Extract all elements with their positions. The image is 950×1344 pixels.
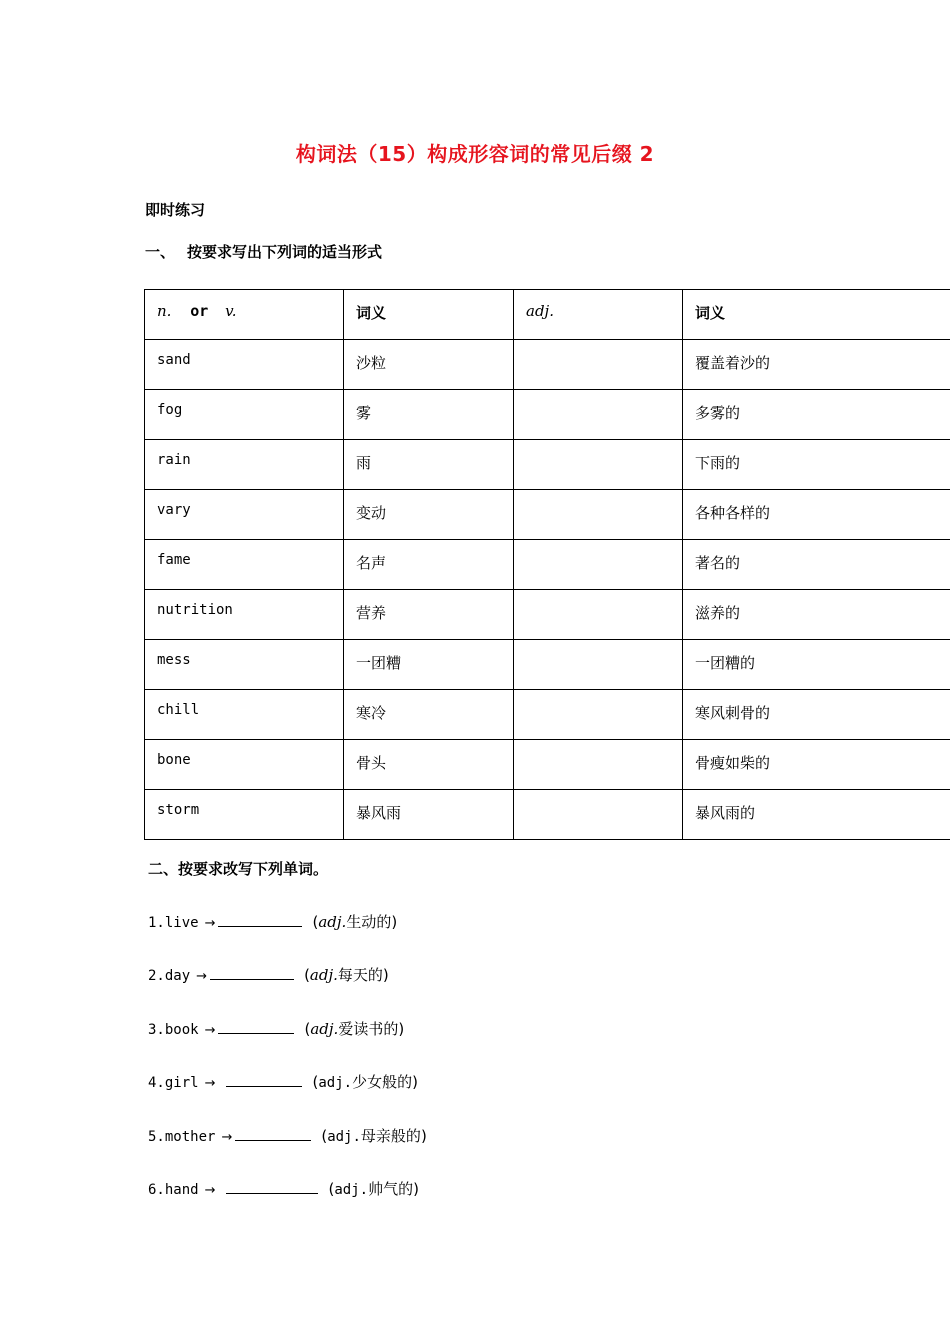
adj-meaning-cell: 暴风雨的 [683,790,950,840]
adj-answer-cell[interactable] [514,390,683,440]
table-row [145,490,950,540]
exercise-item [148,964,389,985]
hint-meaning: 母亲般的 [360,1127,421,1145]
table-row [145,340,950,390]
adj-answer-cell[interactable] [514,740,683,790]
word-cell: storm [145,790,344,840]
exercise-prompt: 3.book [148,1022,199,1038]
page-title: 构词法（15）构成形容词的常见后缀 2 [295,142,655,166]
adj-answer-cell[interactable] [514,540,683,590]
hint-meaning: 少女般的 [352,1073,413,1091]
section1-heading [145,241,382,262]
adj-meaning-cell: 下雨的 [683,440,950,490]
hint-abbreviation: adj. [309,966,338,984]
answer-blank[interactable] [226,1074,302,1087]
exercise-hint: (adj.每天的) [304,966,389,984]
adj-meaning-cell: 覆盖着沙的 [683,340,950,390]
word-cell: fog [145,390,344,440]
section2-heading: 二、按要求改写下列单词。 [148,860,329,878]
exercise-item [148,1071,418,1092]
hint-abbreviation: adj. [310,1020,339,1038]
meaning-cell: 名声 [344,540,514,590]
hint-abbreviation: adj. [327,1129,361,1145]
exercise-hint: (adj.母亲般的) [321,1127,427,1145]
hint-abbreviation: adj. [318,913,347,931]
table-row [145,590,950,640]
header-n: n. [157,302,172,320]
adj-answer-cell[interactable] [514,490,683,540]
adj-meaning-cell: 多雾的 [683,390,950,440]
header-adj [514,290,683,340]
arrow-right-icon: → [204,1076,216,1091]
arrow-right-icon: → [204,1023,216,1038]
arrow-right-icon: → [204,1183,216,1198]
hint-abbreviation: adj. [318,1075,353,1091]
answer-blank[interactable] [210,967,294,980]
table-row [145,540,950,590]
exercise-item [148,911,397,932]
adj-answer-cell[interactable] [514,790,683,840]
practice-heading: 即时练习 [145,201,206,219]
word-cell: nutrition [145,590,344,640]
table-row [145,640,950,690]
adj-answer-cell[interactable] [514,690,683,740]
arrow-right-icon: → [204,916,216,931]
exercise-hint: (adj.爱读书的) [304,1020,405,1038]
answer-blank[interactable] [235,1128,311,1141]
table-row [145,740,950,790]
section1-instruction: 按要求写出下列词的适当形式 [187,243,383,261]
adj-answer-cell[interactable] [514,340,683,390]
meaning-cell: 变动 [344,490,514,540]
table-row [145,690,950,740]
adj-meaning-cell: 著名的 [683,540,950,590]
header-v: v. [225,302,237,320]
table-row [145,790,950,840]
meaning-cell: 寒冷 [344,690,514,740]
adj-meaning-cell: 一团糟的 [683,640,950,690]
meaning-cell: 营养 [344,590,514,640]
word-cell: vary [145,490,344,540]
hint-meaning: 每天的 [337,966,383,984]
header-word-type [145,290,344,340]
adj-answer-cell[interactable] [514,590,683,640]
adj-meaning-cell: 寒风刺骨的 [683,690,950,740]
word-cell: mess [145,640,344,690]
exercise-prompt: 2.day [148,968,191,984]
arrow-right-icon: → [221,1130,233,1145]
word-cell: fame [145,540,344,590]
vocabulary-table [144,289,950,840]
section1-number: 一、 [145,243,176,261]
exercise-prompt: 5.mother [148,1129,216,1145]
adj-answer-cell[interactable] [514,640,683,690]
exercise-prompt: 6.hand [148,1182,199,1198]
table-row [145,390,950,440]
word-cell: bone [145,740,344,790]
word-cell: sand [145,340,344,390]
hint-meaning: 爱读书的 [338,1020,399,1038]
meaning-cell: 雾 [344,390,514,440]
adj-meaning-cell: 各种各样的 [683,490,950,540]
meaning-cell: 骨头 [344,740,514,790]
adj-answer-cell[interactable] [514,440,683,490]
meaning-cell: 雨 [344,440,514,490]
meaning-cell: 一团糟 [344,640,514,690]
exercise-item [148,1125,427,1146]
answer-blank[interactable] [218,1021,294,1034]
header-adj-label: adj. [526,302,554,320]
hint-abbreviation: adj. [334,1182,369,1198]
exercise-prompt: 1.live [148,915,199,931]
arrow-right-icon: → [196,969,208,984]
answer-blank[interactable] [218,914,302,927]
table-row [145,440,950,490]
exercise-hint: (adj.帅气的) [328,1180,419,1198]
adj-meaning-cell: 滋养的 [683,590,950,640]
exercise-item [148,1018,404,1039]
meaning-cell: 沙粒 [344,340,514,390]
word-cell: rain [145,440,344,490]
exercise-item [148,1178,419,1199]
word-cell: chill [145,690,344,740]
header-meaning-1: 词义 [344,290,514,340]
exercise-prompt: 4.girl [148,1075,199,1091]
answer-blank[interactable] [226,1181,318,1194]
hint-meaning: 生动的 [346,913,392,931]
exercise-hint: (adj.生动的) [312,913,398,931]
exercise-hint: (adj.少女般的) [312,1073,418,1091]
header-or: or [190,302,209,320]
meaning-cell: 暴风雨 [344,790,514,840]
header-meaning-2: 词义 [683,290,950,340]
adj-meaning-cell: 骨瘦如柴的 [683,740,950,790]
hint-meaning: 帅气的 [368,1180,414,1198]
table-header-row [145,290,950,340]
